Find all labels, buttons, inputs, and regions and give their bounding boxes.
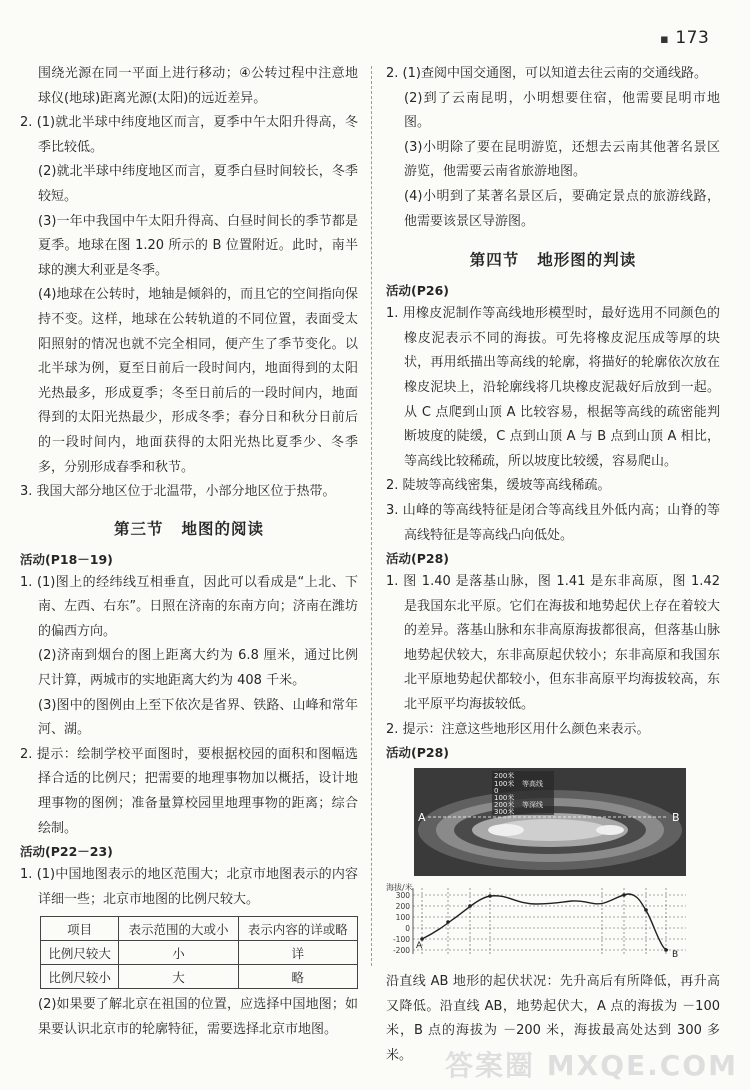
answer-item-1: 1. (1)图上的经纬线互相垂直，因此可以看成是“上北、下南、左西、右东”。日照在济南的东南方向；济南在潍坊的偏西方向。: [20, 574, 358, 639]
answer-paragraph: (3)小明除了要在昆明游览，还想去云南其他著名景区游览，他需要云南省旅游地图。: [404, 139, 720, 180]
answer-item-2: 2. (1)就北半球中纬度地区而言，夏季中午太阳升得高，冬季比较低。: [20, 115, 358, 155]
answer-paragraph: (2)济南到烟台的图上距离大约为 6.8 厘米，通过比例尺计算，两城市的实地距离大约为 408 千米。: [38, 648, 358, 689]
terrain-profile: [386, 882, 720, 962]
page-number-value: 173: [675, 28, 710, 48]
contour-peak: [488, 824, 524, 836]
profile-point: [664, 948, 668, 952]
section-number: 第三节: [113, 519, 164, 538]
answer-item-1: 1. 用橡皮泥制作等高线地形模型时，最好选用不同颜色的橡皮泥表示不同的海拔。可先将橡皮泥压成等厚的块状，再用纸描出等高线的轮廓，将描好的轮廓依次放在橡皮泥块上，沿轮廓线将几块橡皮泥裁好后放到一起。从 C 点爬到山顶 A 比较容易，根据等高线的疏密能判断坡度的陡缓，C 点到山顶 A 与 B 点到山顶 A 相比，等高线比较稀疏，所以坡度比较缓，容易爬山。: [386, 306, 720, 469]
y-tick-label: 100: [395, 913, 410, 923]
profile-point-a-label: A: [416, 941, 423, 952]
legend-value: 100米: [494, 780, 515, 789]
column-divider: [371, 66, 372, 966]
y-tick-label: -200: [392, 946, 410, 956]
answer-paragraph: (3)图中的图例由上至下依次是省界、铁路、山峰和常年河、湖。: [38, 697, 358, 738]
contour-map-figure: [414, 768, 720, 880]
answer-paragraph: (2)就北半球中纬度地区而言，夏季白昼时间较长，冬季较短。: [38, 164, 358, 204]
activity-label: 活动(P28): [386, 551, 449, 567]
page-number: [660, 28, 709, 48]
legend-term-isobath: 等深线: [522, 801, 543, 810]
activity-label: 活动(P28): [386, 745, 449, 761]
legend-value: 200米: [494, 772, 515, 781]
profile-figure: [386, 882, 720, 966]
y-tick-label: -100: [392, 935, 410, 945]
page-number-mark: ▪: [660, 32, 670, 47]
profile-point: [446, 920, 450, 924]
answer-paragraph: 围绕光源在同一平面上进行移动；④公转过程中注意地球仪(地球)距离光源(太阳)的远近差异。: [38, 66, 358, 106]
y-tick-label: 0: [405, 924, 410, 934]
activity-label: 活动(P22－23): [20, 844, 113, 860]
activity-label: 活动(P18－19): [20, 551, 113, 567]
table-header-cell: 表示范围的大或小: [119, 917, 238, 941]
profile-point: [468, 904, 472, 908]
answer-paragraph: 沿直线 AB 地形的起伏状况：先升高后有所降低，再升高又降低。沿直线 AB，地势起伏大，A 点的海拔为 －100 米，B 点的海拔为 －200 米，海拔最高处达到 300 多米。: [386, 974, 720, 1064]
legend-value: 200米: [494, 801, 515, 810]
answer-item-1: 1. 图 1.40 是落基山脉，图 1.41 是东非高原，图 1.42 是我国东北平原。它们在海拔和地势起伏上存在着较大的差异。落基山脉和东非高原海拔都很高，但落基山脉地势起伏较大，东非高原起伏较小；东非高原和我国东北平原地势起伏都较小，但东非高原平均海拔较高，东北平原平均海拔较低。: [386, 574, 720, 713]
watermark: 答案圈 MXQE.COM: [445, 1049, 738, 1082]
answer-item-1: 1. (1)中国地图表示的地区范围大；北京市地图表示的内容详细一些；北京市地图的比例尺较大。: [20, 867, 358, 907]
section-number: 第四节: [469, 251, 520, 270]
table-row: [41, 965, 358, 989]
answer-paragraph: (4)地球在公转时，地轴是倾斜的，而且它的空间指向保持不变。这样，地球在公转轨道的不同位置，表面受太阳照射的情况也就不完全相同，便产生了季节变化。以北半球为例，夏至日前后一段时间内，地面得到的太阳光热最多，形成夏季；冬至日前后的一段时间内，地面得到的太阳光热最少，形成冬季；春分日和秋分日前后的一段时间内，地面获得的太阳光热比夏季少、冬季多，分别形成春季和秋节。: [38, 287, 358, 475]
profile-point: [622, 893, 626, 897]
table-cell: 比例尺较小: [41, 965, 119, 989]
right-column: [386, 62, 720, 1069]
table-cell: 小: [119, 941, 238, 965]
left-column: [20, 62, 358, 1043]
table-cell: 详: [238, 941, 357, 965]
answer-paragraph: (3)一年中我国中午太阳升得高、白昼时间长的季节都是夏季。地球在图 1.20 所示的 B 位置附近。此时，南半球的澳大利亚是冬季。: [38, 213, 358, 278]
contour-peak: [596, 825, 624, 835]
section-heading-3: [20, 517, 358, 539]
y-tick-label: 300: [395, 891, 410, 901]
point-b-label: B: [672, 811, 680, 825]
table-header-row: [41, 917, 358, 941]
legend-term-contour: 等高线: [522, 780, 543, 789]
answer-item-3: 3. 山峰的等高线特征是闭合等高线且外低内高；山脊的等高线特征是等高线凸向低处。: [386, 502, 720, 543]
answer-item-2: 2. 陡坡等高线密集，缓坡等高线稀疏。: [386, 478, 611, 494]
profile-point: [644, 908, 648, 912]
answer-item-2: 2. 提示：注意这些地形区用什么颜色来表示。: [386, 721, 650, 737]
profile-point-b-label: B: [672, 950, 679, 961]
answer-paragraph: (2)如果要了解北京在祖国的位置，应选择中国地图；如果要认识北京市的轮廓特征，需要选择北京市地图。: [38, 997, 358, 1037]
answer-paragraph: (4)小明到了某著名景区后，要确定景点的旅游线路，他需要该景区导游图。: [404, 188, 720, 229]
profile-line: [422, 894, 668, 950]
legend-value: 300米: [494, 808, 515, 817]
section-name: 地图的阅读: [181, 519, 265, 538]
legend-value: 100米: [494, 794, 515, 803]
legend-value: 0: [494, 787, 499, 796]
point-a-label: A: [418, 811, 426, 825]
table-header-cell: 表示内容的详或略: [238, 917, 357, 941]
table-cell: 大: [119, 965, 238, 989]
contour-map: [414, 768, 686, 876]
answer-item-2: 2. (1)查阅中国交通图，可以知道去往云南的交通线路。: [386, 66, 707, 81]
table-header-cell: 项目: [41, 917, 119, 941]
scale-comparison-table: [40, 916, 358, 989]
activity-label: 活动(P26): [386, 283, 449, 299]
answer-item-3: 3. 我国大部分地区位于北温带，小部分地区位于热带。: [20, 484, 336, 500]
y-tick-label: 200: [395, 902, 410, 912]
table-cell: 略: [238, 965, 357, 989]
section-heading-4: [386, 248, 720, 270]
table-row: [41, 941, 358, 965]
section-name: 地形图的判读: [537, 251, 637, 270]
profile-y-axis-label: 海拔/米: [386, 883, 413, 893]
answer-item-2: 2. 提示：绘制学校平面图时，要根据校园的面积和图幅选择合适的比例尺；把需要的地理事物加以概括，设计地理事物的图例；准备量算校园里地理事物的距离；综合绘制。: [20, 746, 358, 836]
answer-paragraph: (2)到了云南昆明，小明想要住宿，他需要昆明市地图。: [404, 90, 720, 131]
table-cell: 比例尺较大: [41, 941, 119, 965]
profile-point: [488, 894, 492, 898]
